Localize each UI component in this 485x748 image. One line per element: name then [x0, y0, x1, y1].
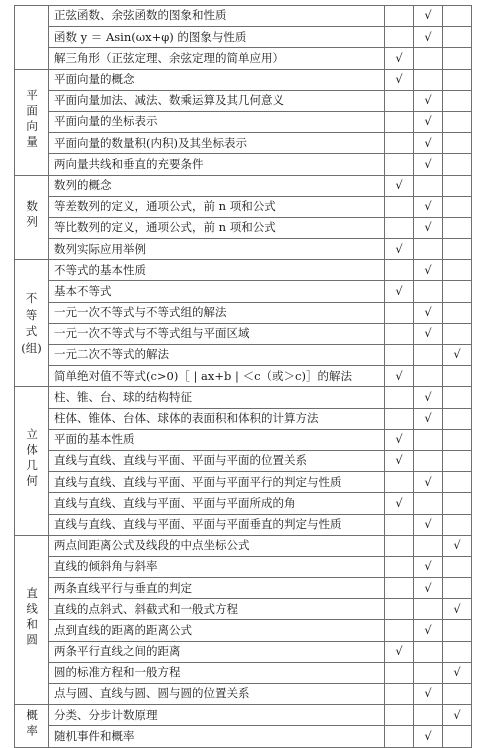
topic-cell: 平面向量的概念: [49, 69, 385, 90]
level-3-cell: [443, 662, 472, 683]
syllabus-table-body: [15, 6, 472, 748]
level-3-cell: [443, 90, 472, 111]
level-3-cell: [443, 387, 472, 408]
table-row: [15, 154, 472, 175]
topic-cell: 直线与直线、直线与平面、平面与平面垂直的判定与性质: [49, 514, 385, 535]
check-mark: √: [395, 453, 403, 468]
check-mark: √: [424, 474, 432, 489]
table-row: [15, 366, 472, 387]
topic-cell: 一元二次不等式的解法: [49, 345, 385, 366]
level-3-cell: [443, 535, 472, 556]
table-row: [15, 175, 472, 196]
topic-cell: 直线的点斜式、斜截式和一般式方程: [49, 599, 385, 620]
level-1-cell: [385, 217, 414, 238]
topic-cell: 等差数列的定义，通项公式，前 n 项和公式: [49, 196, 385, 217]
level-3-cell: [443, 450, 472, 471]
level-2-cell: [414, 175, 443, 196]
level-2-cell: [414, 90, 443, 111]
topic-cell: 简单绝对值不等式(c>0)［ | ax+b | ＜c（或＞c)］的解法: [49, 366, 385, 387]
check-mark: √: [453, 601, 461, 616]
level-2-cell: [414, 239, 443, 260]
table-row: [15, 133, 472, 154]
level-1-cell: [385, 345, 414, 366]
check-mark: √: [424, 114, 432, 129]
category-label: 立体几何: [25, 428, 40, 491]
topic-cell: 两点间距离公式及线段的中点坐标公式: [49, 535, 385, 556]
level-3-cell: [443, 345, 472, 366]
topic-cell: 两条直线平行与垂直的判定: [49, 578, 385, 599]
level-2-cell: [414, 641, 443, 662]
topic-cell: 一元一次不等式与不等式组与平面区域: [49, 323, 385, 344]
level-2-cell: [414, 599, 443, 620]
table-row: [15, 620, 472, 641]
level-2-cell: [414, 27, 443, 48]
table-row: [15, 217, 472, 238]
level-2-cell: [414, 472, 443, 493]
level-2-cell: [414, 196, 443, 217]
table-row: [15, 493, 472, 514]
level-2-cell: [414, 281, 443, 302]
level-2-cell: [414, 620, 443, 641]
topic-cell: 平面向量的坐标表示: [49, 111, 385, 132]
topic-cell: 分类、分步计数原理: [49, 705, 385, 726]
topic-cell: 圆的标准方程和一般方程: [49, 662, 385, 683]
table-row: [15, 514, 472, 535]
table-row: [15, 578, 472, 599]
level-2-cell: [414, 302, 443, 323]
level-3-cell: [443, 641, 472, 662]
level-3-cell: [443, 48, 472, 69]
check-mark: √: [395, 368, 403, 383]
level-3-cell: [443, 239, 472, 260]
topic-cell: 解三角形（正弦定理、余弦定理的简单应用）: [49, 48, 385, 69]
check-mark: √: [395, 50, 403, 65]
check-mark: √: [395, 432, 403, 447]
table-row: [15, 69, 472, 90]
level-1-cell: [385, 387, 414, 408]
level-1-cell: [385, 111, 414, 132]
level-1-cell: [385, 133, 414, 154]
topic-cell: 正弦函数、余弦函数的图象和性质: [49, 6, 385, 27]
check-mark: √: [424, 326, 432, 341]
category-label: 数列: [25, 200, 40, 232]
level-1-cell: [385, 705, 414, 726]
level-1-cell: [385, 239, 414, 260]
level-3-cell: [443, 620, 472, 641]
level-1-cell: [385, 641, 414, 662]
level-2-cell: [414, 6, 443, 27]
category-cell: [15, 260, 49, 387]
level-2-cell: [414, 260, 443, 281]
category-cell: [15, 535, 49, 705]
level-1-cell: [385, 302, 414, 323]
table-row: [15, 239, 472, 260]
category-label: 直线和圆: [25, 587, 40, 650]
check-mark: √: [424, 8, 432, 23]
level-1-cell: [385, 450, 414, 471]
table-row: [15, 196, 472, 217]
table-row: [15, 472, 472, 493]
topic-cell: 随机事件和概率: [49, 726, 385, 747]
check-mark: √: [424, 411, 432, 426]
check-mark: √: [395, 495, 403, 510]
category-label: 不 等 式 (组): [21, 290, 42, 355]
level-3-cell: [443, 217, 472, 238]
level-2-cell: [414, 323, 443, 344]
topic-cell: 直线与直线、直线与平面、平面与平面平行的判定与性质: [49, 472, 385, 493]
level-3-cell: [443, 429, 472, 450]
check-mark: √: [453, 665, 461, 680]
check-mark: √: [424, 262, 432, 277]
level-2-cell: [414, 345, 443, 366]
level-3-cell: [443, 684, 472, 705]
category-label: 概率: [25, 708, 40, 740]
topic-cell: 柱、锥、台、球的结构特征: [49, 387, 385, 408]
check-mark: √: [453, 347, 461, 362]
table-row: [15, 684, 472, 705]
table-row: [15, 641, 472, 662]
level-1-cell: [385, 599, 414, 620]
category-cell: [15, 387, 49, 535]
level-2-cell: [414, 217, 443, 238]
topic-cell: 两条平行直线之间的距离: [49, 641, 385, 662]
level-1-cell: [385, 556, 414, 577]
level-3-cell: [443, 27, 472, 48]
topic-cell: 直线的倾斜角与斜率: [49, 556, 385, 577]
topic-cell: 等比数列的定义，通项公式，前 n 项和公式: [49, 217, 385, 238]
level-2-cell: [414, 154, 443, 175]
check-mark: √: [453, 707, 461, 722]
table-row: [15, 556, 472, 577]
level-2-cell: [414, 705, 443, 726]
check-mark: √: [424, 199, 432, 214]
check-mark: √: [424, 156, 432, 171]
check-mark: √: [395, 241, 403, 256]
category-cell: [15, 175, 49, 260]
check-mark: √: [424, 135, 432, 150]
check-mark: √: [395, 72, 403, 87]
level-1-cell: [385, 323, 414, 344]
level-3-cell: [443, 514, 472, 535]
check-mark: √: [424, 93, 432, 108]
level-3-cell: [443, 578, 472, 599]
table-row: [15, 345, 472, 366]
level-1-cell: [385, 514, 414, 535]
table-row: [15, 599, 472, 620]
level-1-cell: [385, 196, 414, 217]
level-3-cell: [443, 726, 472, 747]
topic-cell: 两向量共线和垂直的充要条件: [49, 154, 385, 175]
level-1-cell: [385, 662, 414, 683]
level-1-cell: [385, 260, 414, 281]
level-2-cell: [414, 133, 443, 154]
level-1-cell: [385, 535, 414, 556]
check-mark: √: [424, 220, 432, 235]
level-2-cell: [414, 366, 443, 387]
level-1-cell: [385, 726, 414, 747]
table-row: [15, 323, 472, 344]
level-2-cell: [414, 408, 443, 429]
table-row: [15, 281, 472, 302]
category-label: 平面向量: [25, 89, 40, 152]
level-2-cell: [414, 429, 443, 450]
check-mark: √: [424, 516, 432, 531]
topic-cell: 平面向量加法、减法、数乘运算及其几何意义: [49, 90, 385, 111]
level-2-cell: [414, 726, 443, 747]
level-1-cell: [385, 620, 414, 641]
level-2-cell: [414, 69, 443, 90]
level-3-cell: [443, 493, 472, 514]
topic-cell: 平面的基本性质: [49, 429, 385, 450]
level-1-cell: [385, 281, 414, 302]
level-2-cell: [414, 493, 443, 514]
level-1-cell: [385, 408, 414, 429]
level-3-cell: [443, 196, 472, 217]
level-1-cell: [385, 175, 414, 196]
level-1-cell: [385, 154, 414, 175]
check-mark: √: [453, 538, 461, 553]
level-2-cell: [414, 556, 443, 577]
table-row: [15, 535, 472, 556]
level-2-cell: [414, 684, 443, 705]
level-3-cell: [443, 154, 472, 175]
check-mark: √: [424, 580, 432, 595]
table-row: [15, 302, 472, 323]
level-3-cell: [443, 111, 472, 132]
topic-cell: 数列实际应用举例: [49, 239, 385, 260]
level-3-cell: [443, 302, 472, 323]
level-3-cell: [443, 133, 472, 154]
level-2-cell: [414, 111, 443, 132]
table-row: [15, 111, 472, 132]
level-1-cell: [385, 472, 414, 493]
check-mark: √: [395, 283, 403, 298]
level-1-cell: [385, 69, 414, 90]
check-mark: √: [395, 177, 403, 192]
check-mark: √: [424, 622, 432, 637]
level-2-cell: [414, 514, 443, 535]
topic-cell: 点与圆、直线与圆、圆与圆的位置关系: [49, 684, 385, 705]
check-mark: √: [424, 389, 432, 404]
level-1-cell: [385, 366, 414, 387]
level-3-cell: [443, 281, 472, 302]
level-3-cell: [443, 6, 472, 27]
category-cell: [15, 705, 49, 747]
topic-cell: 数列的概念: [49, 175, 385, 196]
category-cell: [15, 6, 49, 70]
level-1-cell: [385, 27, 414, 48]
level-3-cell: [443, 260, 472, 281]
level-3-cell: [443, 408, 472, 429]
check-mark: √: [395, 644, 403, 659]
category-cell: [15, 69, 49, 175]
level-1-cell: [385, 90, 414, 111]
syllabus-table: [14, 5, 472, 748]
level-2-cell: [414, 450, 443, 471]
level-3-cell: [443, 366, 472, 387]
topic-cell: 直线与直线、直线与平面、平面与平面所成的角: [49, 493, 385, 514]
level-2-cell: [414, 662, 443, 683]
table-row: [15, 90, 472, 111]
check-mark: √: [424, 559, 432, 574]
table-row: [15, 429, 472, 450]
table-row: [15, 27, 472, 48]
level-1-cell: [385, 684, 414, 705]
topic-cell: 点到直线的距离的距离公式: [49, 620, 385, 641]
level-3-cell: [443, 599, 472, 620]
level-3-cell: [443, 556, 472, 577]
table-row: [15, 48, 472, 69]
level-1-cell: [385, 493, 414, 514]
level-1-cell: [385, 48, 414, 69]
level-1-cell: [385, 578, 414, 599]
level-3-cell: [443, 705, 472, 726]
level-2-cell: [414, 578, 443, 599]
check-mark: √: [424, 29, 432, 44]
level-1-cell: [385, 6, 414, 27]
check-mark: √: [424, 728, 432, 743]
level-3-cell: [443, 69, 472, 90]
topic-cell: 函数 y ＝ Asin(ωx+φ) 的图象与性质: [49, 27, 385, 48]
table-row: [15, 6, 472, 27]
table-row: [15, 408, 472, 429]
level-2-cell: [414, 48, 443, 69]
level-3-cell: [443, 175, 472, 196]
check-mark: √: [424, 305, 432, 320]
table-row: [15, 387, 472, 408]
topic-cell: 柱体、锥体、台体、球体的表面积和体积的计算方法: [49, 408, 385, 429]
table-row: [15, 726, 472, 747]
check-mark: √: [424, 686, 432, 701]
table-row: [15, 260, 472, 281]
topic-cell: 基本不等式: [49, 281, 385, 302]
level-1-cell: [385, 429, 414, 450]
table-row: [15, 662, 472, 683]
level-3-cell: [443, 472, 472, 493]
topic-cell: 一元一次不等式与不等式组的解法: [49, 302, 385, 323]
level-3-cell: [443, 323, 472, 344]
table-row: [15, 705, 472, 726]
topic-cell: 平面向量的数量积(内积)及其坐标表示: [49, 133, 385, 154]
topic-cell: 不等式的基本性质: [49, 260, 385, 281]
level-2-cell: [414, 387, 443, 408]
topic-cell: 直线与直线、直线与平面、平面与平面的位置关系: [49, 450, 385, 471]
table-row: [15, 450, 472, 471]
level-2-cell: [414, 535, 443, 556]
